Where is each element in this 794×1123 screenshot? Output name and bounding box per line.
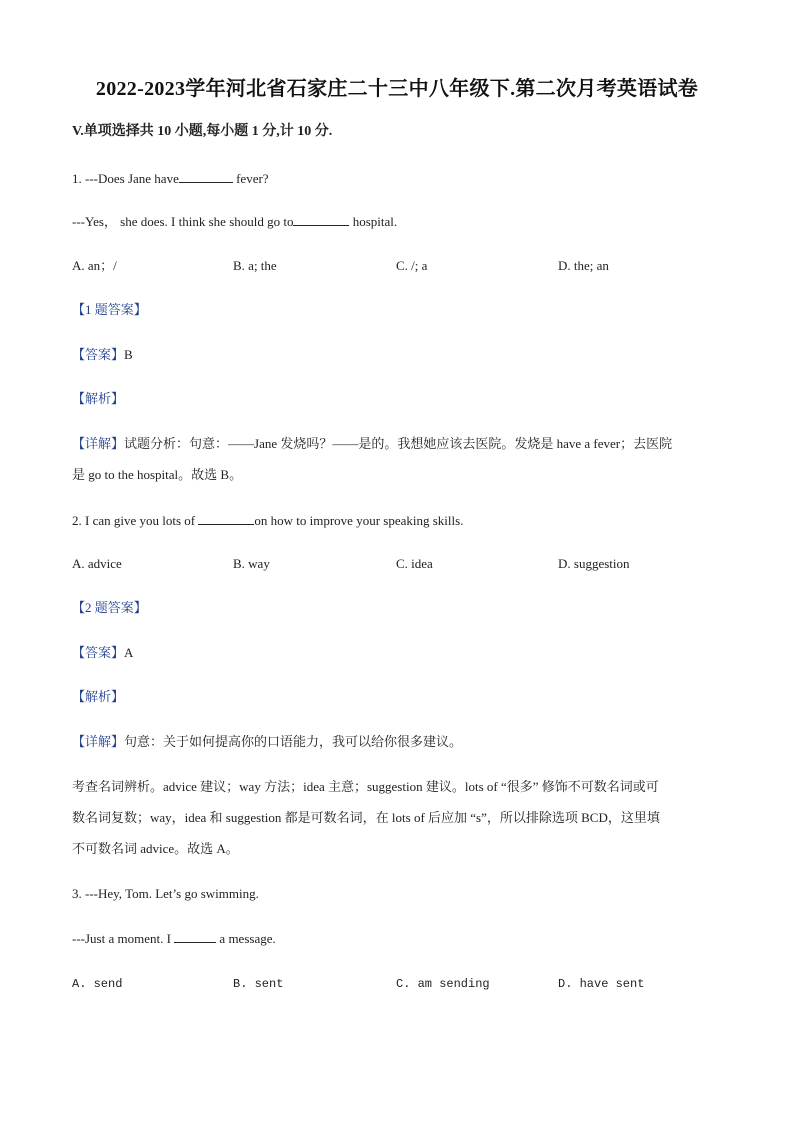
question-2-text-a: 2. I can give you lots of xyxy=(72,513,199,528)
option-a: A. an；/ xyxy=(72,258,117,273)
option-a: A. send xyxy=(72,977,123,991)
question-1-line-2 xyxy=(72,213,397,230)
question-1-text-b: fever? xyxy=(232,171,269,186)
answer-value: B xyxy=(124,347,133,362)
question-2-line-1 xyxy=(72,512,463,529)
explanation-line-1: 考查名词辨析。advice 建议；way 方法；idea 主意；suggestion 建议。lots of “很多” 修饰不可数名词或可 xyxy=(72,779,659,794)
explanation-line-2: 数名词复数；way，idea 和 suggestion 都是可数名词，在 lots of 后应加 “s”，所以排除选项 BCD，这里填 xyxy=(72,810,660,825)
question-3-text-a: ---Just a moment. I xyxy=(72,931,175,946)
detail-text: 试题分析：句意：——Jane 发烧吗？——是的。我想她应该去医院。发烧是 have a fever；去医院 xyxy=(124,436,673,451)
answer-line xyxy=(72,645,133,661)
question-2-text-b: on how to improve your speaking skills. xyxy=(254,513,464,528)
analysis-heading: 【解析】 xyxy=(72,689,125,704)
section-heading: V.单项选择共 10 小题,每小题 1 分,计 10 分. xyxy=(72,124,333,139)
question-1-line-1 xyxy=(72,170,269,187)
option-b: B. sent xyxy=(233,977,284,991)
detail-label: 【详解】 xyxy=(72,734,125,749)
option-d: D. the; an xyxy=(558,258,609,273)
option-c: C. idea xyxy=(396,556,433,571)
question-1-line-2-text-a: ---Yes， she does. I think she should go to xyxy=(72,214,294,229)
question-3-text-b: a message. xyxy=(216,931,276,946)
answer-blank xyxy=(198,512,254,525)
question-1-line-2-text-b: hospital. xyxy=(349,214,398,229)
option-b: B. way xyxy=(233,556,270,571)
option-a: A. advice xyxy=(72,556,122,571)
answer-blank xyxy=(174,930,216,943)
analysis-heading: 【解析】 xyxy=(72,391,125,406)
option-c: C. am sending xyxy=(396,977,490,991)
answer-label: 【答案】 xyxy=(72,347,125,362)
detail-line-1 xyxy=(72,734,462,750)
detail-line-1 xyxy=(72,436,672,452)
option-d: D. suggestion xyxy=(558,556,630,571)
question-1-text-a: 1. ---Does Jane have xyxy=(72,171,179,186)
answer-value: A xyxy=(124,645,134,660)
answer-blank xyxy=(293,213,349,226)
detail-text: 句意：关于如何提高你的口语能力，我可以给你很多建议。 xyxy=(124,734,463,749)
option-c: C. /; a xyxy=(396,258,428,273)
answer-heading: 【1 题答案】 xyxy=(72,302,147,317)
explanation-line-3: 不可数名词 advice。故选 A。 xyxy=(72,841,239,856)
question-3-line-2 xyxy=(72,930,276,947)
answer-label: 【答案】 xyxy=(72,645,125,660)
detail-line-2: 是 go to the hospital。故选 B。 xyxy=(72,467,243,482)
answer-heading: 【2 题答案】 xyxy=(72,600,147,615)
option-b: B. a; the xyxy=(233,258,277,273)
answer-line xyxy=(72,347,133,363)
question-3-line-1: 3. ---Hey, Tom. Let’s go swimming. xyxy=(72,886,259,901)
answer-blank xyxy=(179,170,233,183)
option-d: D. have sent xyxy=(558,977,645,991)
exam-title: 2022-2023学年河北省石家庄二十三中八年级下.第二次月考英语试卷 xyxy=(95,78,699,100)
detail-label: 【详解】 xyxy=(72,436,125,451)
